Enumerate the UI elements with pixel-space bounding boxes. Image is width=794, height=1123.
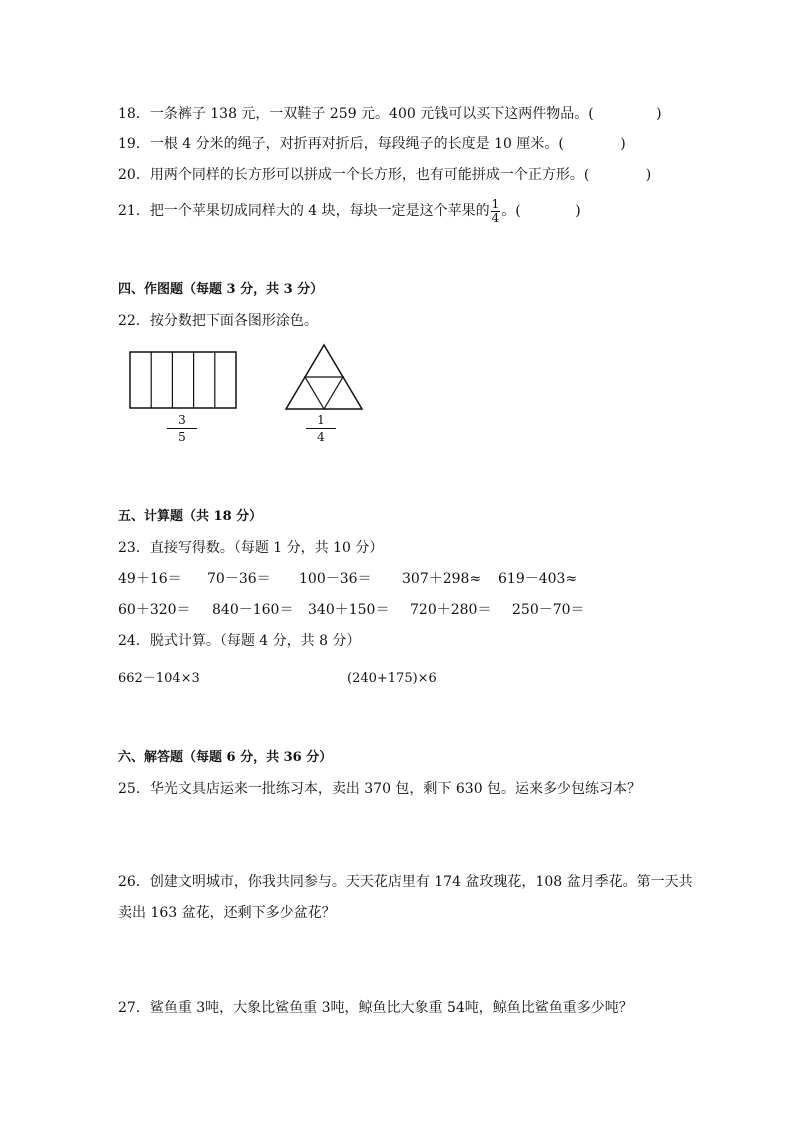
question-18	[118, 104, 662, 124]
calc-item: 720＋280＝	[410, 602, 492, 618]
question-20-text: 20．用两个同样的长方形可以拼成一个长方形，也有可能拼成一个正方形。(	[118, 167, 590, 183]
question-22: 22．按分数把下面各图形涂色。	[118, 313, 318, 329]
question-19-text: 19．一根 4 分米的绳子，对折再对折后，每段绳子的长度是 10 厘米。(	[118, 136, 564, 152]
question-18-close: )	[656, 106, 662, 122]
triangle-fraction	[306, 412, 336, 445]
calc-item: 250－70＝	[512, 602, 585, 618]
fraction-numerator: 1	[491, 196, 500, 211]
section-4-header: 四、作图题（每题 3 分，共 3 分）	[118, 282, 324, 297]
rectangle-figure	[129, 351, 239, 411]
expression-2: (240+175)×6	[347, 671, 437, 686]
question-26-line-1: 26．创建文明城市，你我共同参与。天天花店里有 174 盆玫瑰花，108 盆月季花。第一天共	[118, 874, 693, 890]
question-21-text: 21．把一个苹果切成同样大的 4 块，每块一定是这个苹果的	[118, 203, 490, 219]
triangle-fraction-denominator: 4	[317, 430, 325, 444]
question-18-text: 18．一条裤子 138 元，一双鞋子 259 元。400 元钱可以买下这两件物品。(	[118, 106, 594, 122]
rectangle-fraction-numerator: 3	[167, 412, 197, 429]
question-25: 25．华光文具店运来一批练习本，卖出 370 包，剩下 630 包。运来多少包练习本？	[118, 781, 642, 797]
question-26-line-2: 卖出 163 盆花，还剩下多少盆花？	[118, 905, 336, 921]
question-20	[118, 165, 651, 185]
question-19	[118, 134, 626, 154]
question-27: 27．鲨鱼重 3吨，大象比鲨鱼重 3吨，鲸鱼比大象重 54吨，鲸鱼比鲨鱼重多少吨？	[118, 1000, 633, 1016]
question-19-close: )	[620, 136, 626, 152]
section-6-header: 六、解答题（每题 6 分，共 36 分）	[118, 750, 333, 765]
fraction-denominator: 4	[491, 210, 500, 225]
calc-item: 60＋320＝	[118, 602, 191, 618]
question-24: 24．脱式计算。（每题 4 分，共 8 分）	[118, 633, 361, 649]
rectangle-fraction	[167, 412, 197, 445]
question-20-close: )	[645, 167, 652, 183]
calc-item: 100－36＝	[299, 571, 372, 587]
question-21-fraction	[491, 198, 501, 225]
calc-item: 49＋16＝	[118, 571, 182, 587]
calc-item: 619－403≈	[498, 571, 578, 587]
rectangle-fraction-denominator: 5	[178, 430, 186, 444]
calc-item: 340＋150＝	[308, 602, 390, 618]
question-21-close: )	[575, 203, 581, 219]
expression-1: 662－104×3	[118, 671, 200, 686]
question-21-tail: 。(	[501, 203, 521, 219]
section-5-header: 五、计算题（共 18 分）	[118, 509, 263, 524]
question-21	[118, 196, 581, 226]
question-23: 23．直接写得数。（每题 1 分，共 10 分）	[118, 540, 384, 556]
triangle-figure	[284, 343, 364, 411]
triangle-fraction-numerator: 1	[306, 412, 336, 429]
calc-item: 840－160＝	[212, 602, 294, 618]
calc-item: 307＋298≈	[402, 571, 482, 587]
calc-item: 70－36＝	[207, 571, 271, 587]
